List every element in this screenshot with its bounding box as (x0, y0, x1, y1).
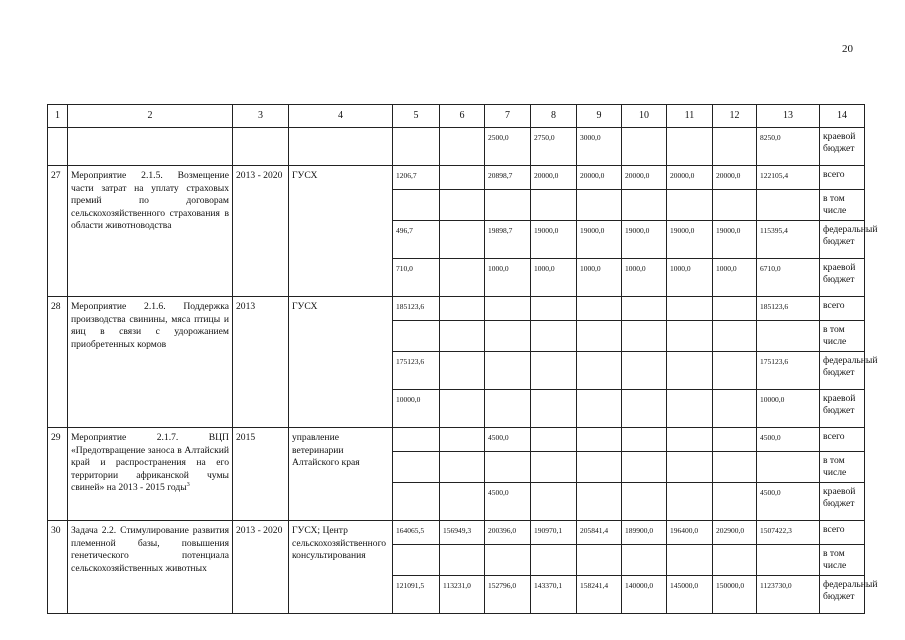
value-cell: 20000,0 (577, 166, 622, 190)
value-cell: 20898,7 (485, 166, 531, 190)
description-text: Задача 2.2. Стимулирование развития племенной базы, повышения генетического потенциала сельскохозяйственных животных (71, 525, 229, 574)
value-cell (577, 352, 622, 390)
funding-source: всего (820, 521, 865, 545)
column-header: 10 (622, 105, 667, 128)
value-cell (440, 390, 485, 428)
funding-source: федеральный бюджет (820, 352, 865, 390)
column-header: 1 (48, 105, 68, 128)
value-cell (440, 297, 485, 321)
value-cell: 4500,0 (485, 428, 531, 452)
value-cell: 710,0 (393, 259, 440, 297)
value-cell: 190970,1 (531, 521, 577, 545)
description-text: Мероприятие 2.1.6. Поддержка производства свинины, мяса птицы и яиц в связи с удорожанием приобретенных кормов (71, 301, 229, 350)
row-executor: ГУСХ (289, 297, 393, 428)
value-cell: 164065,5 (393, 521, 440, 545)
value-cell (440, 352, 485, 390)
table-row (48, 297, 865, 321)
value-cell: 19000,0 (713, 221, 757, 259)
column-header: 13 (757, 105, 820, 128)
column-header: 2 (68, 105, 233, 128)
value-cell (713, 321, 757, 352)
value-cell (440, 128, 485, 166)
value-cell: 185123,6 (393, 297, 440, 321)
value-cell (485, 352, 531, 390)
value-cell (531, 483, 577, 521)
value-cell: 4500,0 (485, 483, 531, 521)
value-cell (757, 452, 820, 483)
table-body (48, 128, 878, 614)
value-cell: 189900,0 (622, 521, 667, 545)
funding-source: всего (820, 428, 865, 452)
value-cell (577, 452, 622, 483)
value-cell: 115395,4 (757, 221, 820, 259)
value-cell (531, 352, 577, 390)
value-cell: 205841,4 (577, 521, 622, 545)
value-cell (531, 190, 577, 221)
budget-table (47, 104, 878, 614)
value-cell (667, 452, 713, 483)
value-cell (393, 545, 440, 576)
value-cell (531, 390, 577, 428)
value-cell: 1000,0 (485, 259, 531, 297)
row-index: 29 (48, 428, 68, 521)
funding-source: краевой бюджет (820, 128, 865, 166)
value-cell: 10000,0 (393, 390, 440, 428)
value-cell (622, 545, 667, 576)
value-cell: 140000,0 (622, 576, 667, 614)
funding-source: краевой бюджет (820, 259, 865, 297)
value-cell (577, 390, 622, 428)
value-cell (485, 190, 531, 221)
column-header: 14 (820, 105, 865, 128)
value-cell: 1000,0 (622, 259, 667, 297)
value-cell (440, 321, 485, 352)
value-cell (622, 297, 667, 321)
funding-source: в том числе (820, 321, 865, 352)
description-text: Мероприятие 2.1.5. Возмещение части затрат на уплату страховых премий по договорам сельскохозяйственного страхования в области животноводства (71, 170, 229, 231)
value-cell: 175123,6 (757, 352, 820, 390)
value-cell: 156949,3 (440, 521, 485, 545)
value-cell (577, 428, 622, 452)
row-description (68, 521, 233, 614)
value-cell: 113231,0 (440, 576, 485, 614)
column-header: 7 (485, 105, 531, 128)
value-cell: 4500,0 (757, 428, 820, 452)
value-cell (393, 321, 440, 352)
value-cell: 1000,0 (577, 259, 622, 297)
column-header: 5 (393, 105, 440, 128)
row-index: 30 (48, 521, 68, 614)
value-cell (440, 166, 485, 190)
row-executor: управление ветеринарии Алтайского края (289, 428, 393, 521)
value-cell (393, 452, 440, 483)
value-cell: 152796,0 (485, 576, 531, 614)
value-cell: 202900,0 (713, 521, 757, 545)
value-cell (667, 128, 713, 166)
value-cell: 20000,0 (531, 166, 577, 190)
value-cell: 158241,4 (577, 576, 622, 614)
column-header: 8 (531, 105, 577, 128)
empty-cell (289, 128, 393, 166)
value-cell: 19000,0 (622, 221, 667, 259)
header-row (48, 105, 865, 128)
value-cell (713, 390, 757, 428)
value-cell (440, 259, 485, 297)
value-cell: 20000,0 (667, 166, 713, 190)
value-cell (713, 128, 757, 166)
empty-cell (48, 128, 68, 166)
value-cell: 1000,0 (713, 259, 757, 297)
table-row (48, 128, 865, 166)
row-executor: ГУСХ (289, 166, 393, 297)
value-cell (485, 297, 531, 321)
value-cell: 1000,0 (531, 259, 577, 297)
value-cell (393, 190, 440, 221)
row-description (68, 166, 233, 297)
value-cell: 145000,0 (667, 576, 713, 614)
value-cell (622, 483, 667, 521)
funding-source: всего (820, 166, 865, 190)
value-cell (667, 390, 713, 428)
value-cell: 8250,0 (757, 128, 820, 166)
column-header: 3 (233, 105, 289, 128)
value-cell (667, 428, 713, 452)
column-header: 6 (440, 105, 485, 128)
value-cell (622, 321, 667, 352)
value-cell (667, 321, 713, 352)
value-cell (531, 321, 577, 352)
value-cell (713, 190, 757, 221)
value-cell (667, 297, 713, 321)
value-cell (757, 545, 820, 576)
table-row (48, 428, 865, 452)
value-cell (440, 545, 485, 576)
table-row (48, 166, 865, 190)
value-cell: 19898,7 (485, 221, 531, 259)
value-cell (485, 545, 531, 576)
value-cell: 121091,5 (393, 576, 440, 614)
value-cell: 1507422,3 (757, 521, 820, 545)
value-cell (440, 483, 485, 521)
value-cell (577, 190, 622, 221)
value-cell (531, 297, 577, 321)
value-cell: 19000,0 (577, 221, 622, 259)
value-cell: 20000,0 (622, 166, 667, 190)
value-cell: 200396,0 (485, 521, 531, 545)
value-cell (622, 452, 667, 483)
value-cell (757, 190, 820, 221)
value-cell (485, 390, 531, 428)
row-executor: ГУСХ; Центр сельскохозяйственного консультирования (289, 521, 393, 614)
value-cell: 10000,0 (757, 390, 820, 428)
funding-source: в том числе (820, 190, 865, 221)
description-text: Мероприятие 2.1.7. ВЦП «Предотвращение заноса в Алтайский край и распространения на его территории африканской чумы свиней» на 2013 - 2015 годы (71, 432, 229, 493)
footnote-mark: 3 (186, 481, 190, 488)
value-cell (667, 190, 713, 221)
page-number: 20 (842, 43, 853, 55)
value-cell (485, 452, 531, 483)
value-cell (393, 128, 440, 166)
value-cell: 1000,0 (667, 259, 713, 297)
row-period: 2015 (233, 428, 289, 521)
value-cell (667, 352, 713, 390)
row-index: 27 (48, 166, 68, 297)
value-cell: 6710,0 (757, 259, 820, 297)
row-period: 2013 (233, 297, 289, 428)
value-cell (577, 321, 622, 352)
value-cell (622, 390, 667, 428)
value-cell (622, 428, 667, 452)
funding-source: федеральный бюджет (820, 576, 865, 614)
value-cell (485, 321, 531, 352)
value-cell: 19000,0 (667, 221, 713, 259)
column-header: 11 (667, 105, 713, 128)
value-cell (531, 452, 577, 483)
value-cell (713, 545, 757, 576)
value-cell: 196400,0 (667, 521, 713, 545)
value-cell (667, 545, 713, 576)
value-cell: 143370,1 (531, 576, 577, 614)
column-header: 9 (577, 105, 622, 128)
value-cell: 2500,0 (485, 128, 531, 166)
value-cell (713, 428, 757, 452)
value-cell (531, 428, 577, 452)
value-cell (440, 221, 485, 259)
value-cell (667, 483, 713, 521)
value-cell (440, 452, 485, 483)
row-period: 2013 - 2020 (233, 166, 289, 297)
funding-source: краевой бюджет (820, 483, 865, 521)
value-cell (531, 545, 577, 576)
value-cell (577, 545, 622, 576)
funding-source: в том числе (820, 545, 865, 576)
row-index: 28 (48, 297, 68, 428)
value-cell (622, 352, 667, 390)
value-cell (622, 190, 667, 221)
value-cell (393, 483, 440, 521)
value-cell: 185123,6 (757, 297, 820, 321)
column-header: 4 (289, 105, 393, 128)
value-cell (577, 297, 622, 321)
value-cell (713, 452, 757, 483)
row-description (68, 428, 233, 521)
value-cell: 496,7 (393, 221, 440, 259)
value-cell: 4500,0 (757, 483, 820, 521)
value-cell: 175123,6 (393, 352, 440, 390)
value-cell: 3000,0 (577, 128, 622, 166)
value-cell (713, 297, 757, 321)
value-cell (440, 428, 485, 452)
row-period: 2013 - 2020 (233, 521, 289, 614)
value-cell (713, 352, 757, 390)
empty-cell (68, 128, 233, 166)
value-cell (577, 483, 622, 521)
value-cell (440, 190, 485, 221)
value-cell (393, 428, 440, 452)
value-cell: 2750,0 (531, 128, 577, 166)
table-row (48, 521, 865, 545)
value-cell: 19000,0 (531, 221, 577, 259)
column-header: 12 (713, 105, 757, 128)
row-description (68, 297, 233, 428)
funding-source: в том числе (820, 452, 865, 483)
value-cell (622, 128, 667, 166)
value-cell (713, 483, 757, 521)
empty-cell (233, 128, 289, 166)
value-cell: 20000,0 (713, 166, 757, 190)
funding-source: федеральный бюджет (820, 221, 865, 259)
funding-source: всего (820, 297, 865, 321)
value-cell: 122105,4 (757, 166, 820, 190)
funding-source: краевой бюджет (820, 390, 865, 428)
value-cell (757, 321, 820, 352)
value-cell: 150000,0 (713, 576, 757, 614)
value-cell: 1123730,0 (757, 576, 820, 614)
value-cell: 1206,7 (393, 166, 440, 190)
